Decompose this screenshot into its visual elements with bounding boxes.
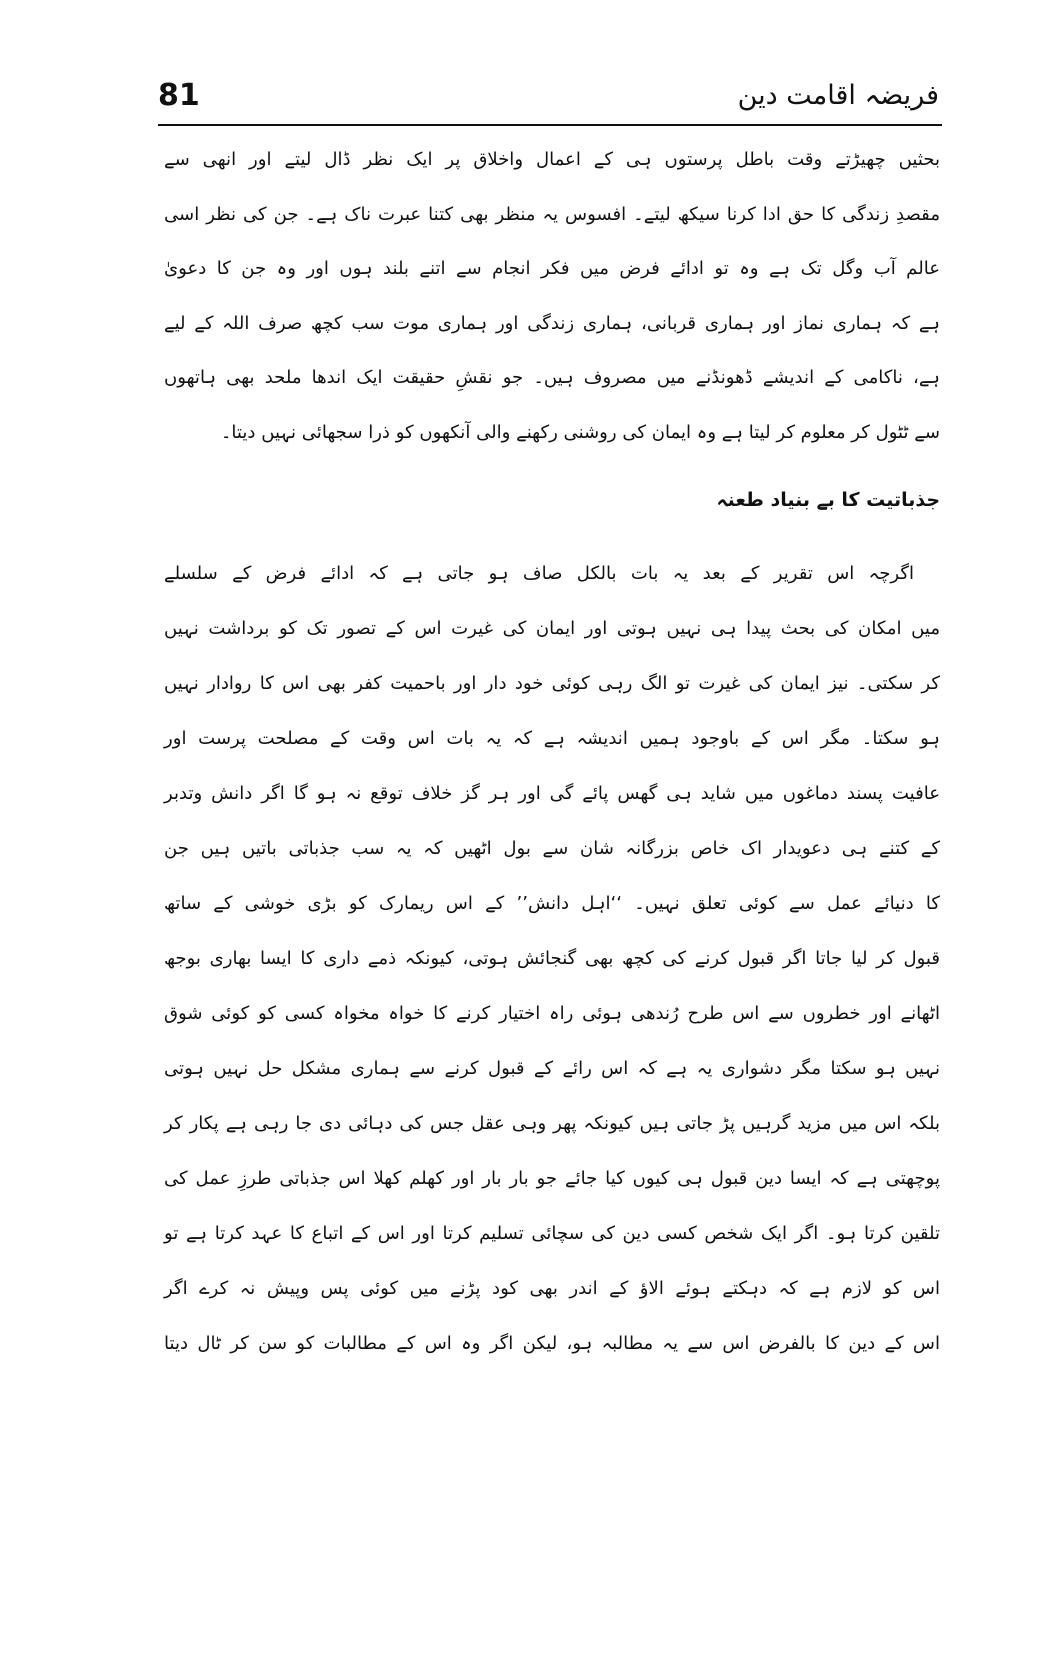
text-line: اٹھانے اور خطروں سے اس طرح رُندھی ہوئی راہ اختیار کرنے کا خواہ مخواہ کسی کو کوئی شوق	[164, 1003, 940, 1024]
text-line: ہے، ناکامی کے اندیشے ڈھونڈنے میں مصروف ہیں۔ جو نقشِ حقیقت ایک اندھا ملحد بھی ہاتھوں	[164, 367, 940, 388]
paragraph-2	[164, 546, 940, 1371]
text-line: سے ٹٹول کر معلوم کر لیتا ہے وہ ایمان کی روشنی رکھنے والی آنکھوں کو ذرا سجھائی نہیں دیتا۔	[220, 421, 940, 443]
text-line: ہو سکتا۔ مگر اس کے باوجود ہمیں اندیشہ ہے کہ یہ بات اس وقت کے مصلحت پرست اور	[164, 728, 940, 749]
text-line: پوچھتی ہے کہ ایسا دین قبول ہی کیوں کیا جائے جو بار بار اور کھلم کھلا اس جذباتی طرزِ عمل کی	[164, 1168, 940, 1189]
text-line: کر سکتی۔ نیز ایمان کی غیرت تو الگ رہی کوئی خود دار اور باحمیت کفر بھی اس کا روادار نہیں	[164, 673, 940, 694]
text-line: تلقین کرتا ہو۔ اگر ایک شخص کسی دین کی سچائی تسلیم کرتا اور اس کے اتباع کا عہد کرتا ہے تو	[164, 1223, 940, 1244]
text-line: کا دنیائے عمل سے کوئی تعلق نہیں۔ ‘‘اہل دانش’’ کے اس ریمارک کو بڑی خوشی کے ساتھ	[164, 893, 940, 914]
header-rule	[158, 124, 942, 126]
running-title: فریضہ اقامت دین	[737, 80, 939, 111]
text-line: میں امکان کی بحث پیدا ہی نہیں ہوتی اور ایمان کی غیرت اس کے تصور تک کو برداشت نہیں	[164, 618, 940, 639]
text-line: مقصدِ زندگی کا حق ادا کرنا سیکھ لیتے۔ افسوس یہ منظر بھی کتنا عبرت ناک ہے۔ جن کی نظر اسی	[164, 203, 940, 225]
text-line: عافیت پسند دماغوں میں شاید ہی گھس پائے گی اور ہر گز خلاف توقع نہ ہو گا اگر دانش وتدبر	[164, 783, 940, 804]
text-line: ہے کہ ہماری نماز اور ہماری قربانی، ہماری زندگی اور ہماری موت سب کچھ صرف اللہ کے لیے	[164, 312, 940, 334]
text-line: کے کتنے ہی دعویدار اک خاص بزرگانہ شان سے بول اٹھیں کہ یہ سب جذباتی باتیں ہیں جن	[164, 838, 940, 859]
text-line: عالم آب وگل تک ہے وہ تو ادائے فرض میں فکر انجام سے اتنے بلند ہوں اور وہ جن کا دعویٰ	[164, 258, 940, 279]
text-line: بلکہ اس میں مزید گرہیں پڑ جاتی ہیں کیونکہ پھر وہی عقل جس کی دہائی دی جا رہی ہے پکار کر	[164, 1113, 940, 1134]
text-line: اگرچہ اس تقریر کے بعد یہ بات بالکل صاف ہو جاتی ہے کہ ادائے فرض کے سلسلے	[164, 563, 914, 584]
text-line: اس کے دین کا بالفرض اس سے یہ مطالبہ ہو، لیکن اگر وہ اس کے مطالبات کو سن کر ٹال دیتا	[164, 1333, 940, 1354]
text-line: نہیں ہو سکتا مگر دشواری یہ ہے کہ اس رائے کے قبول کرنے سے ہماری مشکل حل نہیں ہوتی	[164, 1058, 940, 1079]
text-line: اس کو لازم ہے کہ دہکتے ہوئے الاؤ کے اندر بھی کود پڑنے میں کوئی پس وپیش نہ کرے اگر	[164, 1278, 940, 1299]
paragraph-1	[164, 133, 940, 460]
page-number: 81	[158, 78, 200, 113]
text-line: قبول کر لیا جاتا اگر قبول کرنے کی کچھ بھی گنجائش ہوتی، کیونکہ ذمے داری کا ایسا بھاری بوجھ	[164, 948, 940, 969]
section-heading: جذباتیت کا بے بنیاد طعنہ	[716, 489, 940, 511]
text-line: بحثیں چھیڑتے وقت باطل پرستوں ہی کے اعمال واخلاق پر ایک نظر ڈال لیتے اور انھی سے	[164, 149, 940, 170]
